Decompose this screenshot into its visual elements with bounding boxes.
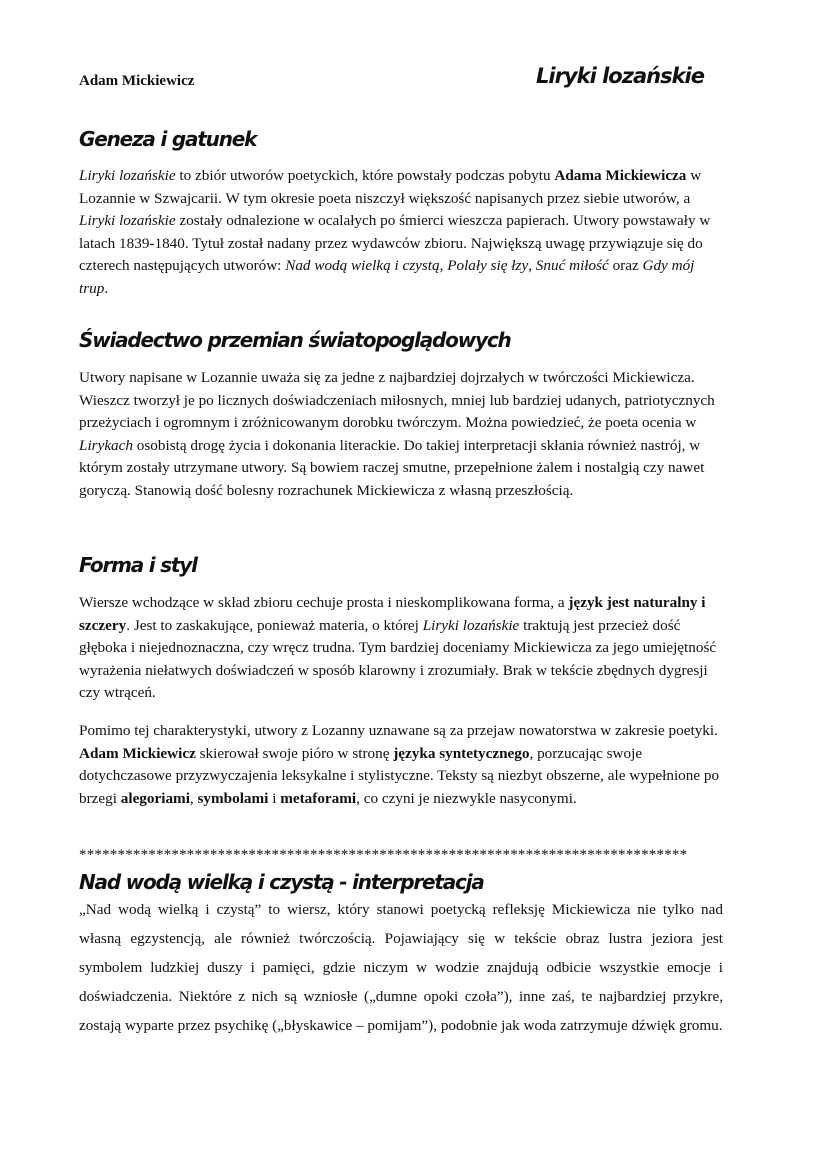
section-heading: Forma i styl [79, 553, 197, 577]
text-run: , co czyni je niezwykle nasyconymi. [356, 789, 577, 807]
text-run: . [104, 279, 109, 297]
paragraph [79, 165, 723, 301]
italic-text: Polały się łzy [447, 257, 529, 275]
separator: ******************************************************************************* [79, 847, 688, 863]
document-title: Liryki lozańskie [536, 64, 704, 88]
text-run: traktują jest przecież dość głęboka i niejednoznaczna, czy wręcz trudna. Tym bardziej doceniamy Mickiewicza za jego umiejętność wyrażenia niełatwych doświadczeń w sposób klarowny i zrozumiały. Brak w tekście zbędnych dygresji czy wtrąceń. [79, 616, 717, 702]
italic-text: Liryki lozańskie [79, 212, 176, 230]
section-worldview [79, 328, 723, 503]
section-genesis [79, 127, 723, 301]
section-heading: Świadectwo przemian światopoglądowych [79, 328, 511, 352]
bold-text: Adama Mickiewicza [554, 167, 687, 184]
text-run: , [528, 257, 536, 275]
text-run: . Jest to zaskakujące, ponieważ materia, o której [126, 616, 423, 634]
text-run: , [189, 789, 198, 807]
paragraph [79, 592, 723, 705]
bold-text: metaforami [280, 789, 357, 807]
text-run: osobistą drogę życia i dokonania literackie. Do takiej interpretacji skłania również nastrój, w którym zostały utrzymane utwory. Są bowiem raczej smutne, przepełnione żalem i nostalgią czy nawet goryczą. Stanowią dość bolesny rozrachunek Mickiewicza z własną przeszłością. [79, 436, 705, 499]
bold-text: symbolami [197, 789, 269, 807]
text-run: oraz [608, 257, 643, 275]
text-run: Pomimo tej charakterystyki, utwory z Lozanny uznawane są za przejaw nowatorstwa w zakresie poetyki. [79, 721, 718, 739]
italic-text: Gdy mój trup [79, 257, 695, 297]
paragraph [79, 367, 723, 503]
bold-text: Adam Mickiewicz [79, 744, 196, 762]
text-run: w Lozannie w Szwajcarii. W tym okresie poeta niszczył większość napisanych przez siebie utworów, a [79, 167, 702, 207]
paragraph [79, 895, 723, 1040]
italic-text: Liryki lozańskie [422, 616, 520, 634]
text-run: skierował swoje pióro w stronę [195, 744, 394, 762]
bold-text: język jest naturalny i szczery [79, 594, 706, 634]
italic-text: Liryki lozańskie [79, 167, 176, 184]
text-run: Utwory napisane w Lozannie uważa się za jedne z najbardziej dojrzałych w twórczości Mickiewicza. Wieszcz tworzył je po licznych doświadczeniach miłosnych, mniej lub bardziej udanych, patriotycznych przeżyciach i ogromnym i zróżnicowanym dorobku twórczym. Można powiedzieć, że poeta ocenia w [79, 369, 715, 432]
author-name: Adam Mickiewicz [79, 73, 195, 89]
section-heading: Nad wodą wielką i czystą - interpretacja [79, 870, 484, 894]
text-run: zostały odnalezione w ocalałych po śmierci wieszcza papierach. Utwory powstawały w latach 1839-1840. Tytuł został nadany przez wydawców zbioru. Największą uwagę przywiązuje się do czterech następujących utworów: [79, 212, 711, 275]
bold-text: alegoriami [120, 789, 190, 807]
text-run: Wiersze wchodzące w skład zbioru cechuje prosta i nieskomplikowana forma, a [79, 594, 569, 611]
section-heading: Geneza i gatunek [79, 127, 257, 151]
section-form-style [79, 553, 723, 810]
italic-text: Lirykach [79, 436, 133, 454]
text-run: , [439, 257, 448, 275]
text-run: „Nad wodą wielką i czystą” to wiersz, który stanowi poetycką refleksję Mickiewicza nie tylko nad własną egzystencją, ale również twórczością. Pojawiający się w tekście obraz lustra jeziora jest symbolem ludzkiej duszy i pamięci, gdzie niczym w wodzie znajdują odbicie wszystkie emocje i doświadczenia. Niektóre z nich są wzniosłe („dumne opoki czoła”), inne zaś, te najbardziej przykre, zostają wyparte przez psychikę („błyskawice – pomijam”), podobnie jak woda zatrzymuje dźwięk gromu. [79, 901, 723, 1034]
text-run: to zbiór utworów poetyckich, które powstały podczas pobytu [175, 167, 555, 184]
text-run: , porzucając swoje dotychczasowe przyzwyczajenia leksykalne i stylistyczne. Teksty są niezbyt obszerne, ale wypełnione po brzegi [79, 744, 720, 807]
bold-text: języka syntetycznego [393, 744, 530, 762]
italic-text: Snuć miłość [535, 257, 609, 275]
paragraph [79, 720, 723, 810]
italic-text: Nad wodą wielką i czystą [285, 257, 440, 275]
text-run: i [268, 789, 281, 807]
section-interpretation [79, 870, 723, 1040]
